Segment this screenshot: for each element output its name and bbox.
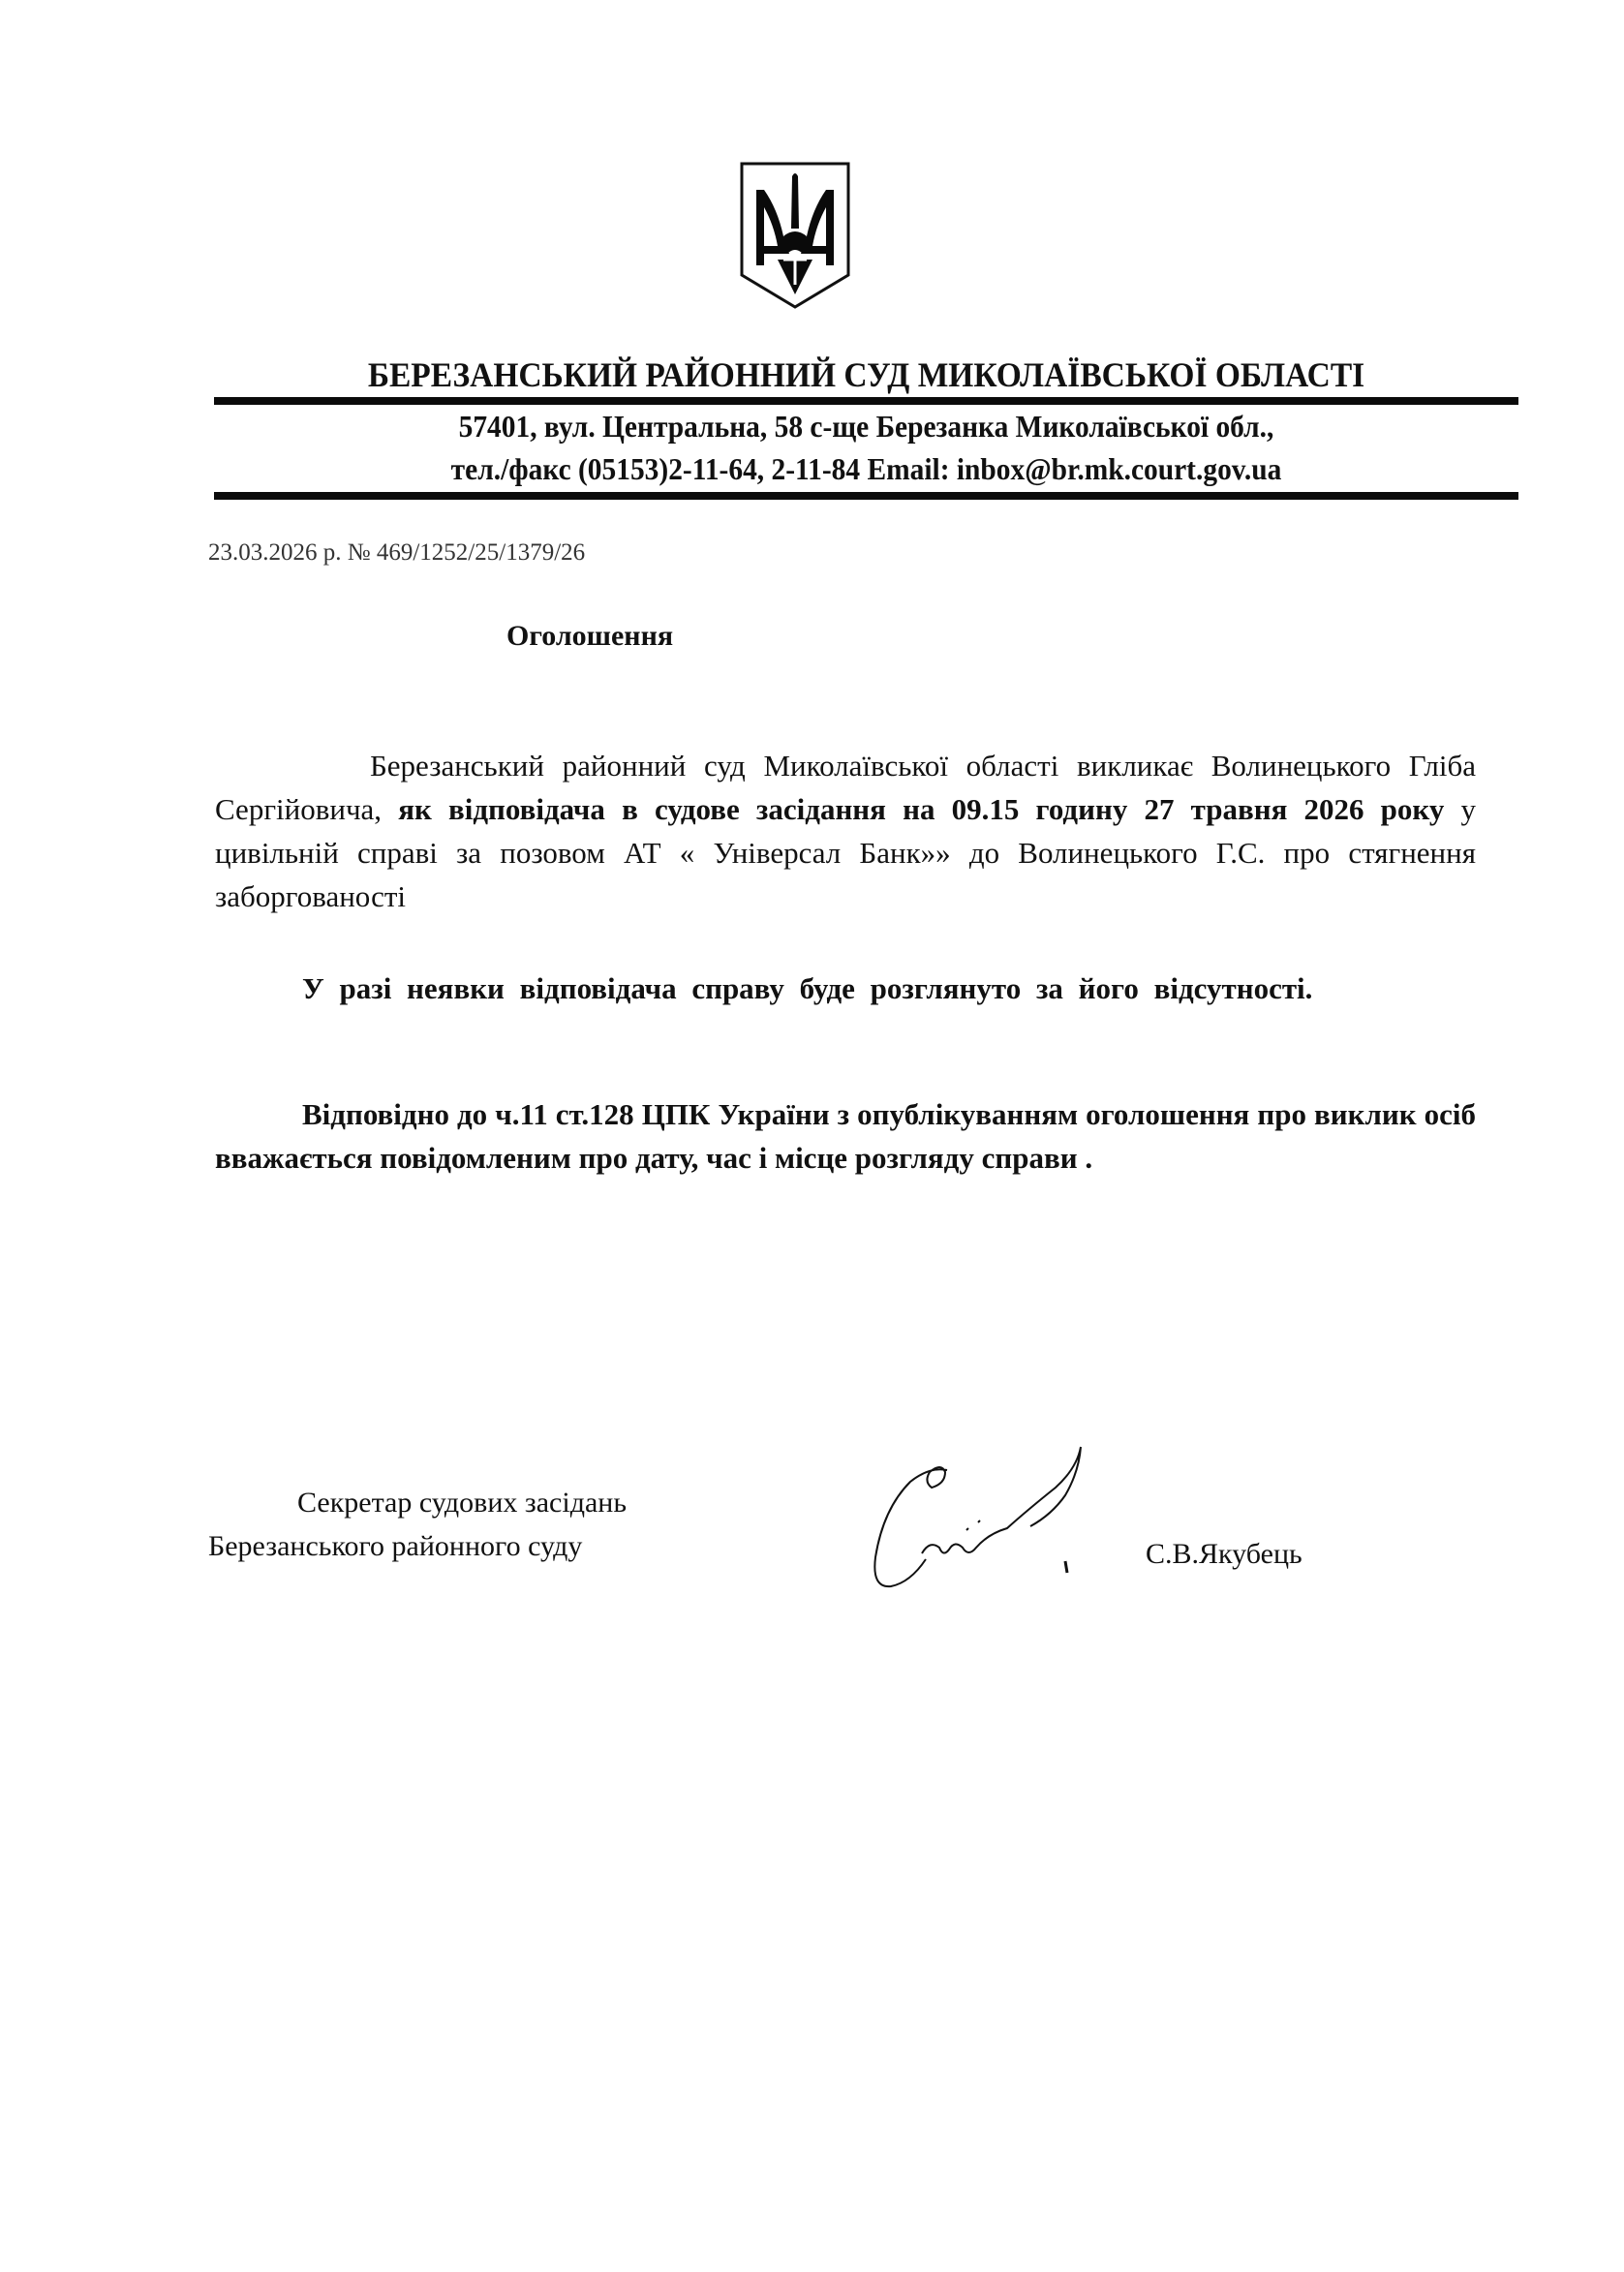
paragraph-summons [215,744,1476,918]
header-rule-top [214,397,1518,405]
signer-position-line1: Секретар судових засідань [297,1487,628,1519]
paragraph-absence-warning: У разі неявки відповідача справу буде розглянуто за його відсутності. [302,971,1313,1005]
document-heading: Оголошення [506,620,674,652]
court-name-title: БЕРЕЗАНСЬКИЙ РАЙОННИЙ СУД МИКОЛАЇВСЬКОЇ ОБЛАСТІ [367,355,1365,394]
handwritten-signature-icon [862,1433,1133,1598]
court-address: 57401, вул. Центральна, 58 с-ще Березанка Миколаївської обл., [458,409,1274,444]
paragraph-legal-basis: Відповідно до ч.11 ст.128 ЦПК України з опублікуванням оголошення про виклик осіб вважається повідомленим про дату, час і місце розгляду справи . [215,1097,1476,1175]
coat-of-arms-icon [739,161,851,310]
document-date-number: 23.03.2026 р. № 469/1252/25/1379/26 [208,539,586,566]
summons-hearing-details: як відповідача в судове засідання на 09.15 годину 27 травня 2026 року [398,792,1445,826]
summons-text-start: Березанський районний суд Миколаївської області викликає Волинецького Гліба Сергійовича, [215,749,1476,826]
header-rule-bottom [214,492,1518,500]
signer-name: С.В.Якубець [1146,1538,1302,1570]
summons-text-end: у цивільній справі за позовом АТ « Універсал Банк»» до Волинецького Г.С. про стягнення заборгованості [215,792,1476,913]
court-contacts: тел./факс (05153)2-11-64, 2-11-84 Email: inbox@br.mk.court.gov.ua [450,451,1282,486]
signer-position-line2: Березанського районного суду [208,1530,583,1562]
